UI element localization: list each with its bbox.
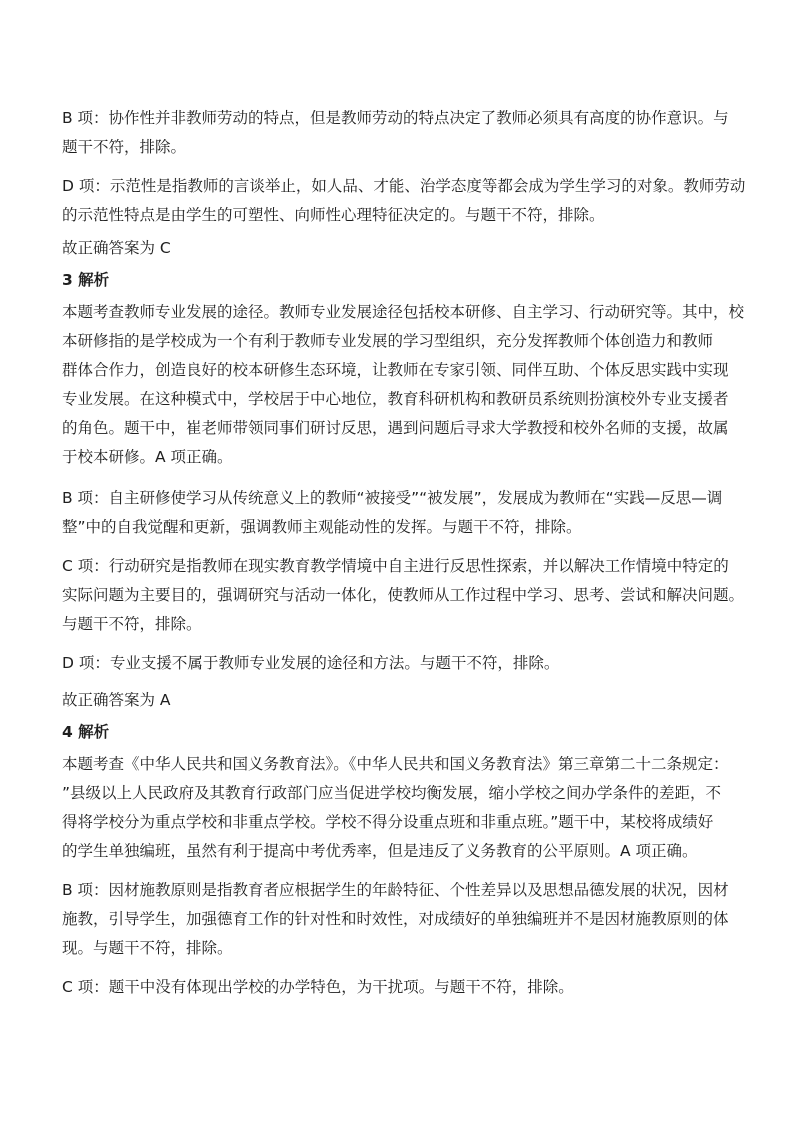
text-line: 与题干不符，排除。 <box>62 615 202 633</box>
text-line: 整”中的自我觉醒和更新，强调教师主观能动性的发挥。与题干不符，排除。 <box>62 518 582 536</box>
answer-text: 故正确答案为 A <box>62 691 171 709</box>
q4-option-b-explanation <box>62 876 752 963</box>
text-line: C 项：行动研究是指教师在现实教育教学情境中自主进行反思性探索，并以解决工作情境中特定的 <box>62 557 729 575</box>
q2-option-d-explanation <box>62 172 752 230</box>
text-line: 实际问题为主要目的，强调研究与活动一体化，使教师从工作过程中学习、思考、尝试和解决问题。 <box>62 586 745 604</box>
text-line: C 项：题干中没有体现出学校的办学特色，为干扰项。与题干不符，排除。 <box>62 978 574 996</box>
q3-answer <box>62 686 752 715</box>
q3-option-d-explanation <box>62 649 752 678</box>
text-line: 专业发展。在这种模式中，学校居于中心地位，教育科研机构和教研员系统则扮演校外专业支援者 <box>62 390 729 408</box>
section-heading: 4 解析 <box>62 723 110 741</box>
text-line: B 项：因材施教原则是指教育者应根据学生的年龄特征、个性差异以及思想品德发展的状况，因材 <box>62 881 729 899</box>
text-line: ”县级以上人民政府及其教育行政部门应当促进学校均衡发展，缩小学校之间办学条件的差距，不 <box>62 784 722 802</box>
text-line: 题干不符，排除。 <box>62 138 187 156</box>
q3-heading <box>62 266 752 295</box>
text-line: 施教，引导学生，加强德育工作的针对性和时效性，对成绩好的单独编班并不是因材施教原则的体 <box>62 910 729 928</box>
q4-heading <box>62 718 752 747</box>
text-line: 本题考查《中华人民共和国义务教育法》。《中华人民共和国义务教育法》第三章第二十二条规定： <box>62 755 729 773</box>
q4-intro <box>62 750 752 866</box>
text-line: 于校本研修。A 项正确。 <box>62 448 233 466</box>
q2-option-b-explanation <box>62 104 752 162</box>
text-line: B 项：自主研修使学习从传统意义上的教师“被接受”“被发展”，发展成为教师在“实践—反思—调 <box>62 489 723 507</box>
text-line: 得将学校分为重点学校和非重点学校。学校不得分设重点班和非重点班。”题干中，某校将成绩好 <box>62 813 714 831</box>
text-line: 本研修指的是学校成为一个有利于教师专业发展的学习型组织，充分发挥教师个体创造力和教师 <box>62 332 714 350</box>
q3-option-b-explanation <box>62 484 752 542</box>
answer-text: 故正确答案为 C <box>62 239 171 257</box>
text-line: 的示范性特点是由学生的可塑性、向师性心理特征决定的。与题干不符，排除。 <box>62 206 605 224</box>
q3-option-c-explanation <box>62 552 752 639</box>
text-line: 的角色。题干中，崔老师带领同事们研讨反思，遇到问题后寻求大学教授和校外名师的支援，故属 <box>62 419 729 437</box>
text-line: 的学生单独编班，虽然有利于提高中考优秀率，但是违反了义务教育的公平原则。A 项正确。 <box>62 842 698 860</box>
text-line: B 项：协作性并非教师劳动的特点，但是教师劳动的特点决定了教师必须具有高度的协作意识。与 <box>62 109 729 127</box>
q3-intro <box>62 298 752 472</box>
text-line: D 项：示范性是指教师的言谈举止，如人品、才能、治学态度等都会成为学生学习的对象。教师劳动 <box>62 177 746 195</box>
text-line: 本题考查教师专业发展的途径。教师专业发展途径包括校本研修、自主学习、行动研究等。其中，校 <box>62 303 745 321</box>
q2-answer <box>62 234 752 263</box>
section-heading: 3 解析 <box>62 271 110 289</box>
text-line: D 项：专业支援不属于教师专业发展的途径和方法。与题干不符，排除。 <box>62 654 560 672</box>
q4-option-c-explanation <box>62 973 752 1002</box>
text-line: 现。与题干不符，排除。 <box>62 939 233 957</box>
text-line: 群体合作力，创造良好的校本研修生态环境，让教师在专家引领、同伴互助、个体反思实践中实现 <box>62 361 729 379</box>
document-page <box>62 104 752 1012</box>
